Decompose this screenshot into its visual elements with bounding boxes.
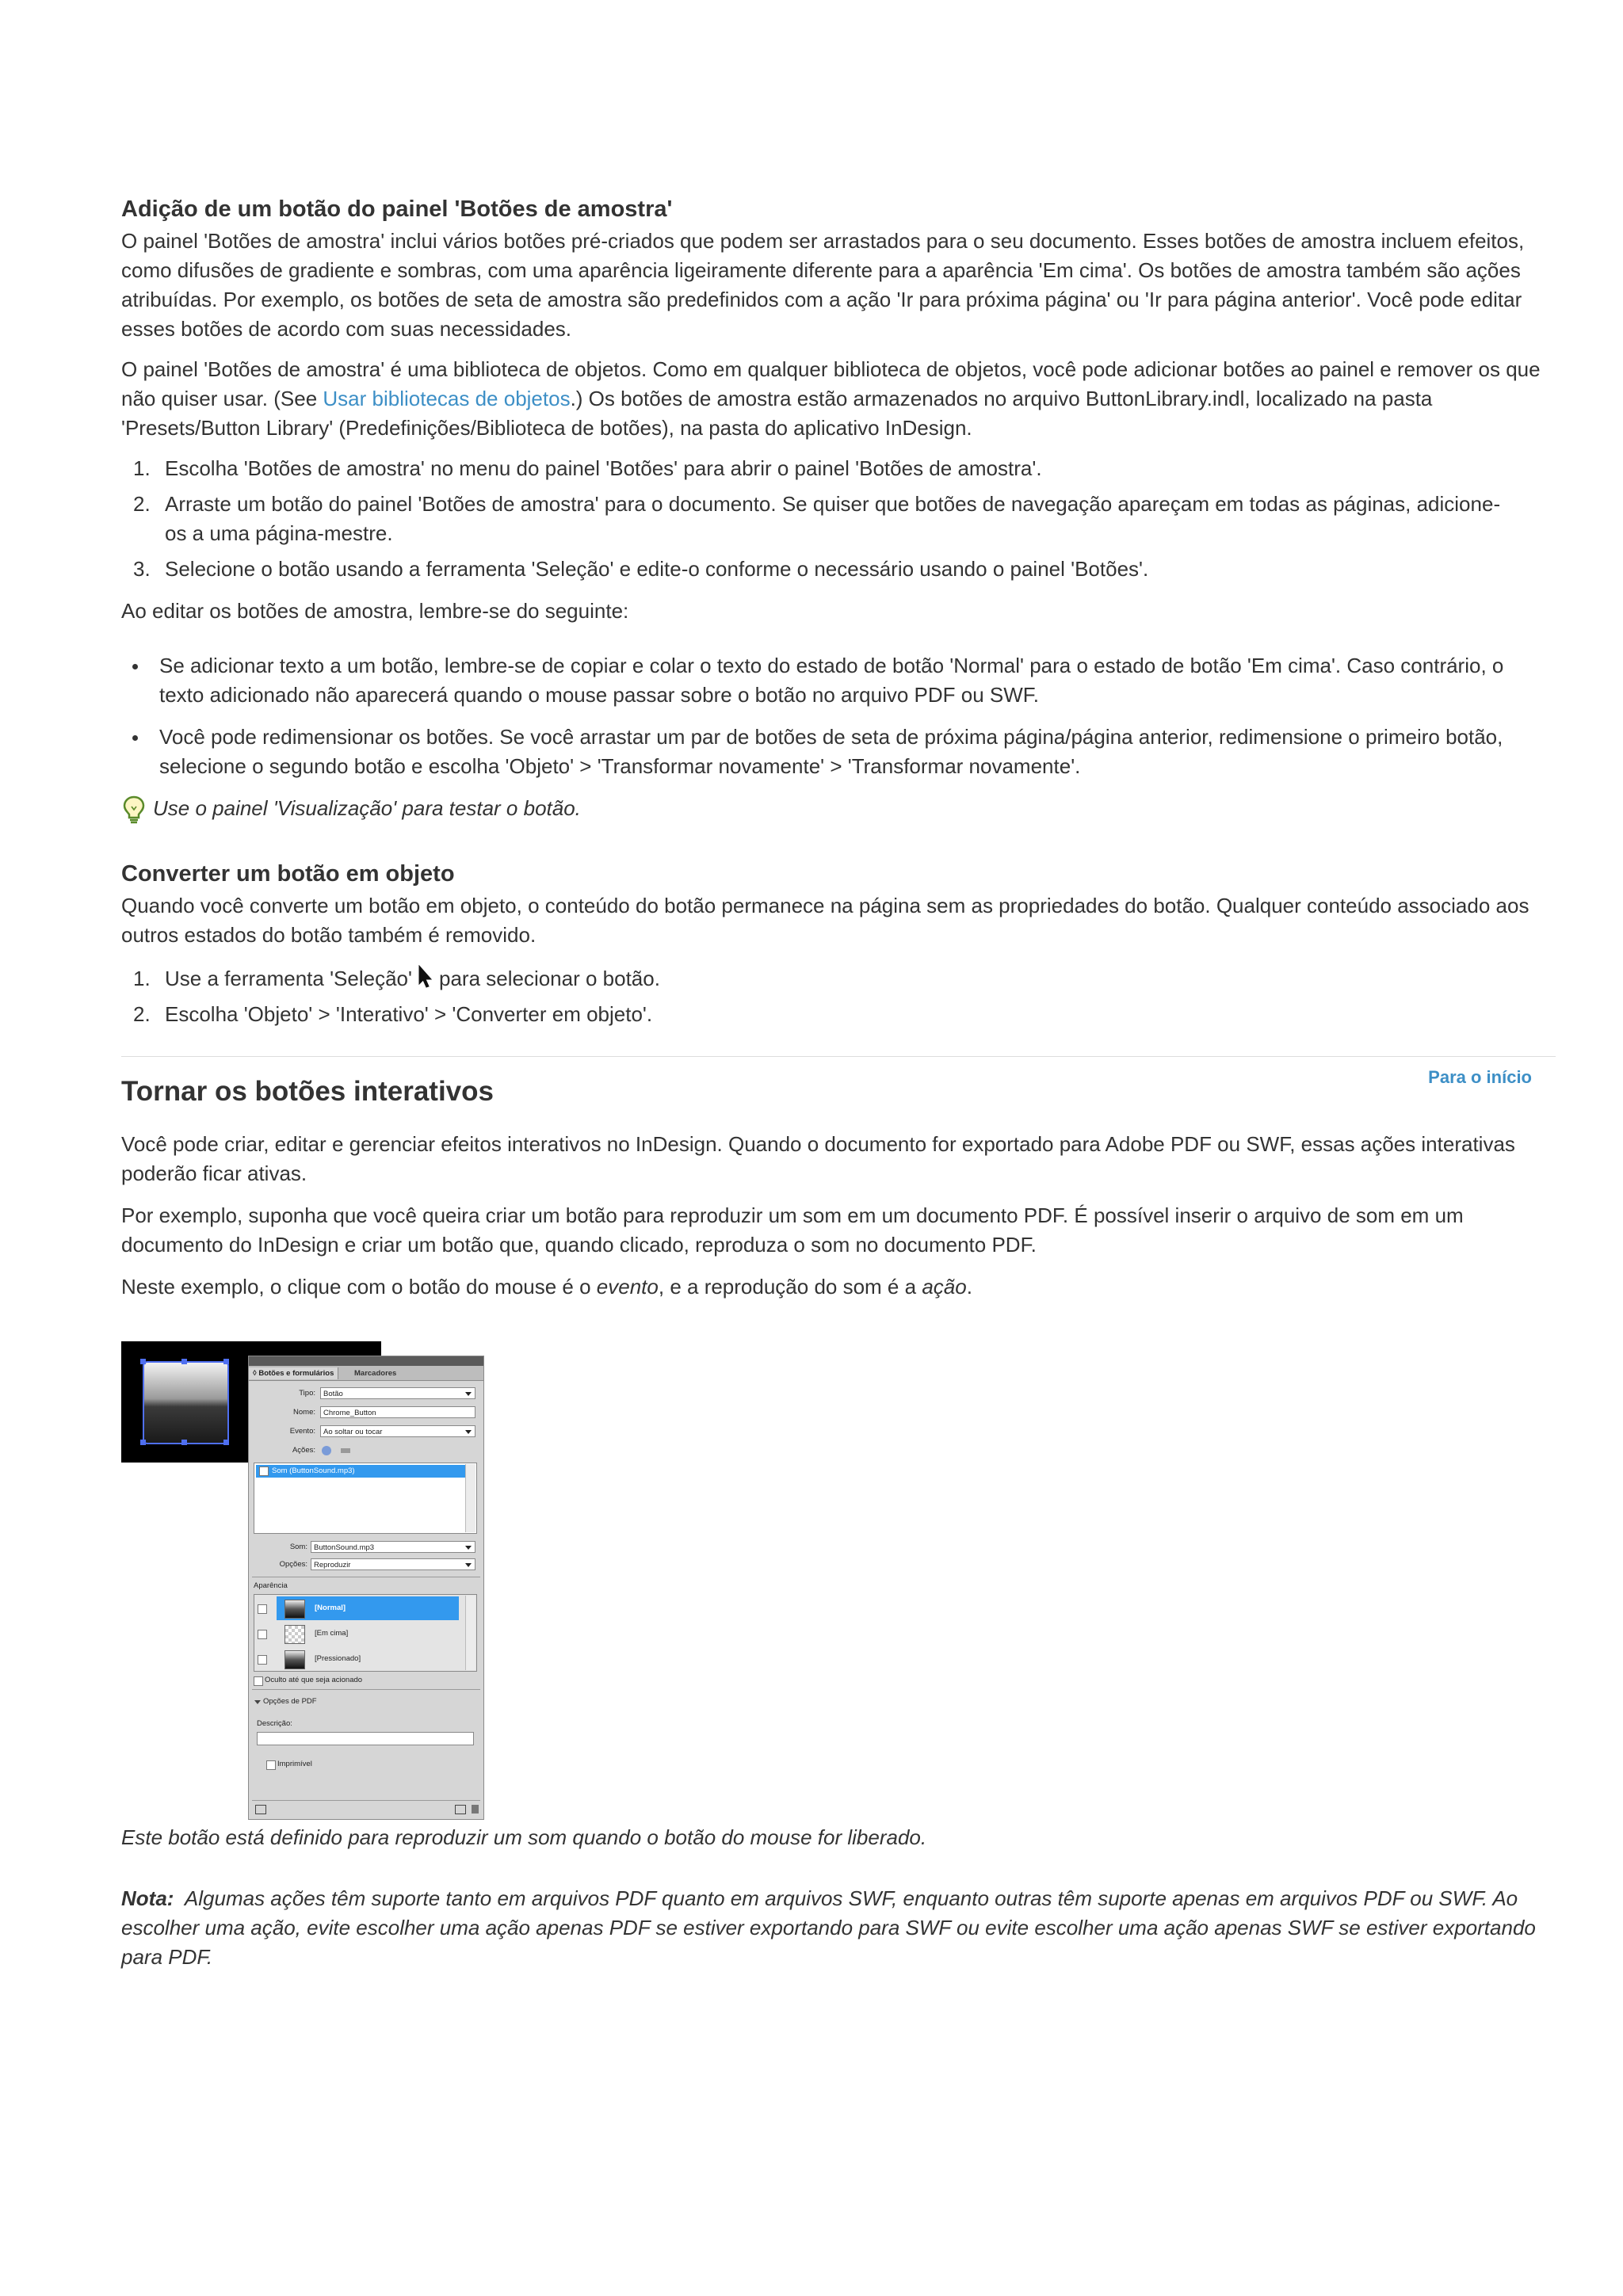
list-text: Escolha 'Objeto' > 'Interativo' > 'Converter em objeto'. <box>165 1002 653 1026</box>
divider <box>252 1689 480 1690</box>
paragraph: O painel 'Botões de amostra' inclui vários botões pré-criados que podem ser arrastados para o seu documento. Esses botões de amostra incluem efeitos, como difusões de gradiente e sombras, com uma aparência ligeiramente diferente para a aparência 'Em cima'. Os botões de amostra também são ações atribuídas. Por exemplo, os botões de seta de amostra são predefinidos com a ação 'Ir para próxima página' ou 'Ir para página anterior'. Você pode editar esses botões de acordo com suas necessidades. <box>121 229 1525 341</box>
bullet-icon <box>132 735 138 741</box>
actions-label: Ações: <box>292 1446 315 1455</box>
remove-action-icon[interactable] <box>341 1448 350 1453</box>
tab-bookmarks[interactable]: Marcadores <box>354 1369 397 1378</box>
divider <box>121 1056 1556 1057</box>
emphasis: ação <box>922 1275 967 1299</box>
type-value: Botão <box>323 1390 343 1398</box>
document-page <box>121 195 1556 1972</box>
name-label: Nome: <box>293 1408 315 1417</box>
checkbox[interactable] <box>259 1466 269 1476</box>
triangle-down-icon[interactable] <box>254 1700 261 1704</box>
list-text: Selecione o botão usando a ferramenta 'Seleção' e edite-o conforme o necessário usando o painel 'Botões'. <box>165 557 1149 581</box>
list-item <box>121 651 1507 710</box>
paragraph-text: Neste exemplo, o clique com o botão do mouse é o <box>121 1275 597 1299</box>
list-text: para selecionar o botão. <box>438 967 660 990</box>
list-item <box>121 723 1507 781</box>
buttons-panel-screenshot <box>121 1341 486 1820</box>
tip-text: Use o painel 'Visualização' para testar o botão. <box>153 796 581 820</box>
list-number: 2. <box>133 1002 151 1026</box>
options-value: Reproduzir <box>314 1561 351 1569</box>
paragraph-text: O painel 'Botões de amostra' é uma biblioteca de objetos. Como em qualquer biblioteca de objetos, você pode adicionar botões ao painel e remover os que não quiser usar. (See <box>121 357 1541 410</box>
state-pressed[interactable] <box>277 1647 459 1671</box>
figure-caption: Este botão está definido para reproduzir um som quando o botão do mouse for liberado. <box>121 1825 927 1849</box>
hidden-until-triggered-label: Oculto até que seja acionado <box>265 1676 363 1684</box>
state-thumbnail <box>285 1600 305 1619</box>
list-text: Você pode redimensionar os botões. Se você arrastar um par de botões de seta de próxima página/página anterior, redimensione o primeiro botão, selecione o segundo botão e escolha 'Objeto' > 'Transformar novamente' > 'Transformar novamente'. <box>159 725 1503 778</box>
list-item <box>121 555 1556 584</box>
checkbox[interactable] <box>258 1655 267 1665</box>
list-text: Escolha 'Botões de amostra' no menu do painel 'Botões' para abrir o painel 'Botões de amostra'. <box>165 456 1042 480</box>
panel-tabs <box>249 1366 483 1381</box>
list-text: Arraste um botão do painel 'Botões de amostra' para o documento. Se quiser que botões de navegação apareçam em todas as páginas, adicione-os a uma página-mestre. <box>165 492 1501 545</box>
list-item <box>121 1000 1556 1029</box>
paragraph: Ao editar os botões de amostra, lembre-se do seguinte: <box>121 599 629 623</box>
pdf-options-label: Opções de PDF <box>263 1697 317 1706</box>
selection-handle <box>181 1359 187 1364</box>
note-label: Nota: <box>121 1886 174 1910</box>
object-libraries-link[interactable]: Usar bibliotecas de objetos <box>323 387 571 410</box>
selection-tool-cursor-icon <box>417 965 434 989</box>
scrollbar[interactable] <box>465 1596 475 1670</box>
event-label: Evento: <box>289 1427 315 1436</box>
selection-handle <box>140 1440 146 1445</box>
options-row <box>249 1558 483 1572</box>
section-heading-convert: Converter um botão em objeto <box>121 861 455 887</box>
paragraph <box>121 1272 1556 1302</box>
state-label: [Normal] <box>315 1604 346 1612</box>
emphasis: evento <box>596 1275 659 1299</box>
section-heading-interactive: Tornar os botões interativos <box>121 1076 494 1107</box>
checkbox[interactable] <box>258 1604 267 1614</box>
lightbulb-icon <box>121 795 147 824</box>
selection-handle <box>181 1440 187 1445</box>
section-heading-sample-buttons: Adição de um botão do painel 'Botões de amostra' <box>121 196 673 222</box>
event-value: Ao soltar ou tocar <box>323 1428 383 1436</box>
steps-list <box>121 454 1556 584</box>
sound-value: ButtonSound.mp3 <box>314 1543 375 1552</box>
name-input[interactable] <box>320 1406 475 1418</box>
list-item <box>121 490 1512 548</box>
list-text: Use a ferramenta 'Seleção' <box>165 967 412 990</box>
tab-buttons-forms[interactable]: ◊ Botões e formulários <box>249 1367 338 1379</box>
action-item[interactable] <box>256 1465 465 1478</box>
appearance-list <box>254 1594 477 1672</box>
type-label: Tipo: <box>299 1389 315 1398</box>
action-item-label: Som (ButtonSound.mp3) <box>272 1466 355 1475</box>
paragraph: Por exemplo, suponha que você queira criar um botão para reproduzir um som em um documento PDF. É possível inserir o arquivo de som em um documento do InDesign e criar um botão que, quando clicado, reproduza o som no documento PDF. <box>121 1203 1464 1257</box>
chevron-down-icon <box>465 1430 472 1434</box>
state-thumbnail <box>285 1625 305 1644</box>
state-rollover[interactable] <box>277 1622 459 1646</box>
divider <box>252 1800 480 1801</box>
steps-list <box>121 964 1556 1029</box>
chevron-down-icon <box>465 1546 472 1550</box>
list-number: 2. <box>133 492 151 516</box>
state-normal[interactable] <box>277 1596 459 1620</box>
type-select[interactable] <box>320 1387 475 1399</box>
event-row <box>249 1425 483 1439</box>
chrome-button-graphic <box>143 1361 229 1444</box>
paragraph <box>121 355 1556 443</box>
hidden-until-triggered-checkbox[interactable] <box>254 1676 263 1686</box>
add-action-icon[interactable] <box>322 1446 331 1455</box>
back-to-top-link[interactable]: Para o início <box>1428 1067 1532 1087</box>
scrollbar[interactable] <box>465 1464 475 1532</box>
list-text: Se adicionar texto a um botão, lembre-se de copiar e colar o texto do estado de botão 'Normal' para o estado de botão 'Em cima'. Caso contrário, o texto adicionado não aparecerá quando o mouse passar sobre o botão no arquivo PDF ou SWF. <box>159 654 1504 707</box>
paragraph: Quando você converte um botão em objeto, o conteúdo do botão permanece na página sem as propriedades do botão. Qualquer conteúdo associado aos outros estados do botão também é removido. <box>121 894 1529 947</box>
trash-icon[interactable] <box>472 1805 479 1814</box>
state-thumbnail <box>285 1650 305 1669</box>
note-text: Algumas ações têm suporte tanto em arquivos PDF quanto em arquivos SWF, enquanto outras têm suporte apenas em arquivos PDF ou SWF. Ao escolher uma ação, evite escolher uma ação apenas PDF se estiver exportando para SWF ou evite escolher uma ação apenas SWF se estiver exportando para PDF. <box>121 1886 1536 1969</box>
paragraph-text: .) Os botões de amostra estão armazenados no arquivo ButtonLibrary.indl, localizado na pasta 'Presets/Button Library' (Predefinições/Biblioteca de botões), na pasta do aplicativo InDesign. <box>121 387 1433 440</box>
list-number: 1. <box>133 456 151 480</box>
convert-object-icon[interactable] <box>455 1805 466 1814</box>
paragraph: Você pode criar, editar e gerenciar efeitos interativos no InDesign. Quando o documento for exportado para Adobe PDF ou SWF, essas ações interativas poderão ficar ativas. <box>121 1132 1515 1185</box>
sound-select[interactable] <box>311 1541 475 1553</box>
bullet-icon <box>132 664 138 669</box>
selection-handle <box>223 1359 229 1364</box>
options-label: Opções: <box>279 1560 307 1569</box>
selection-handle <box>140 1359 146 1364</box>
sound-label: Som: <box>289 1543 307 1551</box>
chevron-down-icon <box>465 1563 472 1567</box>
state-label: [Pressionado] <box>315 1654 361 1663</box>
actions-list <box>254 1463 477 1534</box>
list-item <box>121 454 1556 483</box>
chevron-down-icon <box>465 1392 472 1396</box>
description-input[interactable] <box>257 1732 474 1745</box>
appearance-label: Aparência <box>254 1581 288 1590</box>
panel-titlebar <box>249 1356 483 1366</box>
printable-checkbox[interactable] <box>266 1760 276 1770</box>
event-select[interactable] <box>320 1425 475 1437</box>
description-label: Descrição: <box>257 1719 292 1728</box>
bullet-list <box>121 651 1556 781</box>
note <box>121 1884 1556 1972</box>
type-row <box>249 1386 483 1401</box>
options-select[interactable] <box>311 1558 475 1570</box>
list-number: 3. <box>133 557 151 581</box>
name-row <box>249 1405 483 1420</box>
paragraph-text: . <box>966 1275 972 1299</box>
list-item <box>121 964 1556 994</box>
checkbox[interactable] <box>258 1630 267 1639</box>
selection-handle <box>223 1440 229 1445</box>
sound-row <box>249 1540 483 1554</box>
name-value: Chrome_Button <box>323 1409 376 1417</box>
tip <box>121 794 1556 823</box>
paragraph-text: , e a reprodução do som é a <box>658 1275 922 1299</box>
list-number: 1. <box>133 967 151 990</box>
buttons-and-forms-panel <box>248 1356 484 1820</box>
state-label: [Em cima] <box>315 1629 349 1638</box>
preview-icon[interactable] <box>255 1805 266 1814</box>
printable-label: Imprimível <box>277 1760 312 1768</box>
actions-row <box>249 1444 483 1458</box>
